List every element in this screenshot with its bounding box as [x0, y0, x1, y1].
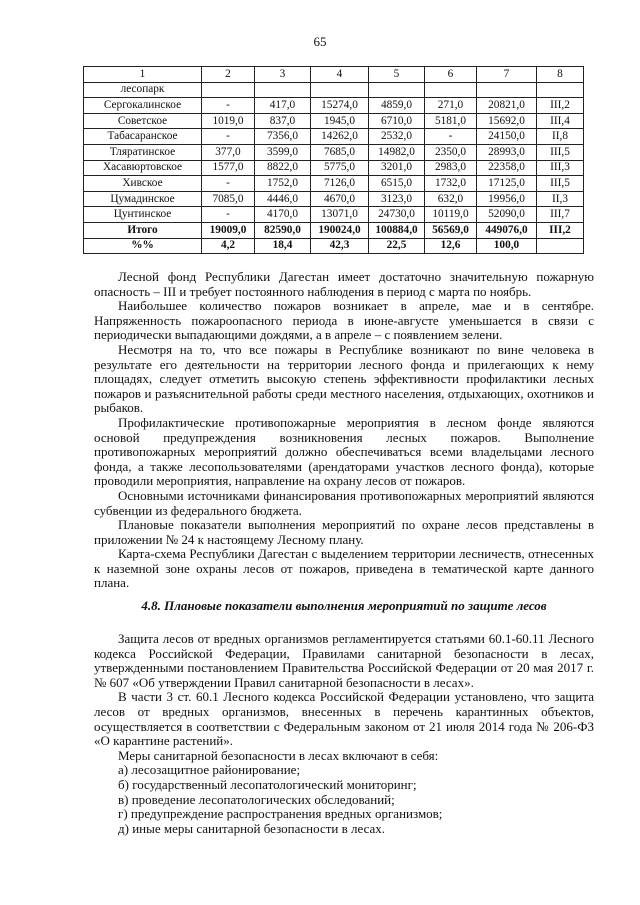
table-cell: 2532,0	[369, 129, 425, 145]
table-cell: 12,6	[425, 238, 477, 254]
list-item: в) проведение лесопатологических обследований;	[118, 791, 395, 807]
table-row	[84, 98, 584, 114]
table-cell: 837,0	[255, 113, 311, 129]
table-cell: 56569,0	[425, 222, 477, 238]
table-cell: 4670,0	[311, 191, 369, 207]
row-label-cell: Цумадинское	[84, 191, 202, 207]
list-item: а) лесозащитное районирование;	[118, 762, 301, 778]
row-label-cell: лесопарк	[84, 82, 202, 98]
table-cell: -	[425, 129, 477, 145]
table-cell	[537, 238, 584, 254]
table-cell: 449076,0	[477, 222, 537, 238]
fire-danger-table	[83, 66, 584, 254]
table-cell: 3599,0	[255, 144, 311, 160]
table-cell: 7685,0	[311, 144, 369, 160]
list-item: д) иные меры санитарной безопасности в лесах.	[118, 820, 386, 836]
table-cell: III,2	[537, 98, 584, 114]
paragraph: Основными источниками финансирования противопожарных мероприятий являются субвенции из федерального бюджета.	[94, 487, 594, 518]
table-cell: 417,0	[255, 98, 311, 114]
table-cell: III,3	[537, 160, 584, 176]
table-header-row	[84, 67, 584, 83]
table-cell: 2	[202, 67, 255, 83]
table-cell: 7085,0	[202, 191, 255, 207]
table-row	[84, 113, 584, 129]
table-cell: 17125,0	[477, 176, 537, 192]
table-cell: 42,3	[311, 238, 369, 254]
table-cell: 18,4	[255, 238, 311, 254]
table-cell	[369, 82, 425, 98]
table-cell: 19956,0	[477, 191, 537, 207]
table-cell: -	[202, 176, 255, 192]
row-label-cell: Советское	[84, 113, 202, 129]
table-cell: 6	[425, 67, 477, 83]
table-cell: 5775,0	[311, 160, 369, 176]
table-cell: 7126,0	[311, 176, 369, 192]
table-cell: 22358,0	[477, 160, 537, 176]
table-cell: 6710,0	[369, 113, 425, 129]
table-cell	[311, 82, 369, 98]
table-cell: II,8	[537, 129, 584, 145]
table-row	[84, 191, 584, 207]
table-cell: 1732,0	[425, 176, 477, 192]
table-cell: 377,0	[202, 144, 255, 160]
table-cell: 15274,0	[311, 98, 369, 114]
table-cell: 2350,0	[425, 144, 477, 160]
row-label-cell: Цунтинское	[84, 207, 202, 223]
table-cell: 4170,0	[255, 207, 311, 223]
table-cell: 7356,0	[255, 129, 311, 145]
table-cell: 7	[477, 67, 537, 83]
table-row	[84, 144, 584, 160]
section-title: 4.8. Плановые показатели выполнения мероприятий по защите лесов	[141, 598, 547, 613]
table-cell: III,2	[537, 222, 584, 238]
table-cell: 10119,0	[425, 207, 477, 223]
table-cell: III,5	[537, 144, 584, 160]
table-cell: 24150,0	[477, 129, 537, 145]
table-cell: 5	[369, 67, 425, 83]
table-row	[84, 160, 584, 176]
paragraph: Профилактические противопожарные мероприятия в лесном фонде являются основой предупреждения возникновения лесных пожаров. Выполнение противопожарных мероприятий должно обеспечиваться всеми владельцами лесного фонда, а также лесопользователями (арендаторами участков лесного фонда), которые проводили мероприятия, направление на охрану лесов от пожаров.	[94, 414, 594, 489]
table-cell: 1577,0	[202, 160, 255, 176]
table-total-row	[84, 222, 584, 238]
table-cell: 100,0	[477, 238, 537, 254]
page-number: 65	[313, 34, 327, 49]
paragraph: Наибольшее количество пожаров возникает в апреле, мае и в сентябре. Напряженность пожароопасного периода в июне-августе уменьшается в связи с периодически выпадающими дождями, а в апреле – с появлением зелени.	[94, 298, 594, 343]
table-cell: 24730,0	[369, 207, 425, 223]
table-cell: 6515,0	[369, 176, 425, 192]
table-cell: 8822,0	[255, 160, 311, 176]
row-label-cell: Тляратинское	[84, 144, 202, 160]
table-cell: 4	[311, 67, 369, 83]
row-label-cell: Итого	[84, 222, 202, 238]
table-row	[84, 82, 584, 98]
forest-protection-text	[94, 632, 594, 836]
table-cell: 52090,0	[477, 207, 537, 223]
table-cell	[425, 82, 477, 98]
fire-safety-text	[94, 270, 594, 591]
table-percent-row	[84, 238, 584, 254]
table-cell: 100884,0	[369, 222, 425, 238]
table-cell: III,5	[537, 176, 584, 192]
table-cell: 5181,0	[425, 113, 477, 129]
table-cell: 3	[255, 67, 311, 83]
table-cell: 1945,0	[311, 113, 369, 129]
table-cell: 3201,0	[369, 160, 425, 176]
table-cell: 22,5	[369, 238, 425, 254]
table-cell: 4446,0	[255, 191, 311, 207]
table-cell: 14982,0	[369, 144, 425, 160]
table-cell: 28993,0	[477, 144, 537, 160]
table-row	[84, 129, 584, 145]
table-cell: 13071,0	[311, 207, 369, 223]
paragraph: Лесной фонд Республики Дагестан имеет достаточно значительную пожарную опасность – III и требует постоянного наблюдения в период с марта по ноябрь.	[94, 269, 594, 299]
table-cell: 19009,0	[202, 222, 255, 238]
paragraph: Меры санитарной безопасности в лесах включают в себя:	[118, 747, 439, 763]
paragraph: Защита лесов от вредных организмов регламентируется статьями 60.1-60.11 Лесного кодекса Российской Федерации, Правилами санитарной безопасности в лесах, утвержденными постановлением Правительства Российской Федерации от 20 мая 2017 г. № 607 «Об утверждении Правил санитарной безопасности в лесах».	[94, 631, 594, 690]
table-cell: 3123,0	[369, 191, 425, 207]
table-cell: 15692,0	[477, 113, 537, 129]
table-cell: III,7	[537, 207, 584, 223]
table-row	[84, 176, 584, 192]
row-label-cell: %%	[84, 238, 202, 254]
list-item: г) предупреждение распространения вредных организмов;	[118, 806, 443, 822]
table-row	[84, 207, 584, 223]
row-label-cell: Табасаранское	[84, 129, 202, 145]
table-cell: 8	[537, 67, 584, 83]
table-cell	[537, 82, 584, 98]
row-label-cell: Сергокалинское	[84, 98, 202, 114]
table-cell: 271,0	[425, 98, 477, 114]
table-cell: -	[202, 207, 255, 223]
table-cell: 1019,0	[202, 113, 255, 129]
table-cell: 4,2	[202, 238, 255, 254]
table-cell: 20821,0	[477, 98, 537, 114]
list-item: б) государственный лесопатологический мониторинг;	[118, 776, 417, 792]
table-cell	[477, 82, 537, 98]
row-label-cell: Хивское	[84, 176, 202, 192]
table-cell: 632,0	[425, 191, 477, 207]
table-cell: -	[202, 129, 255, 145]
table-cell: 1752,0	[255, 176, 311, 192]
table-cell: 4859,0	[369, 98, 425, 114]
measures-list	[94, 763, 594, 836]
table-cell: 14262,0	[311, 129, 369, 145]
table-cell: II,3	[537, 191, 584, 207]
table-cell: 190024,0	[311, 222, 369, 238]
paragraph: Плановые показатели выполнения мероприятий по охране лесов представлены в приложении № 24 к настоящему Лесному плану.	[94, 517, 594, 547]
paragraph: Карта-схема Республики Дагестан с выделением территории лесничеств, отнесенных к наземной зоне охраны лесов от пожаров, приведена в тематической карте данного плана.	[94, 546, 594, 591]
table-cell: -	[202, 98, 255, 114]
table-cell: 2983,0	[425, 160, 477, 176]
row-label-cell: Хасавюртовское	[84, 160, 202, 176]
table-cell	[255, 82, 311, 98]
row-label-cell: 1	[84, 67, 202, 83]
table-cell: 82590,0	[255, 222, 311, 238]
paragraph: В части 3 ст. 60.1 Лесного кодекса Российской Федерации установлено, что защита лесов от вредных организмов, внесенных в перечень карантинных объектов, осуществляется в соответствии с Федеральным законом от 21 июля 2014 года № 206-ФЗ «О карантине растений».	[94, 689, 594, 749]
table-cell: III,4	[537, 113, 584, 129]
paragraph: Несмотря на то, что все пожары в Республике возникают по вине человека в результате его деятельности на территории лесного фонда и прилегающих к нему площадях, следует отметить высокую степень эффективности профилактики лесных пожаров и разъяснительной работы среди местного населения, отдыхающих, охотников и рыбаков.	[94, 341, 594, 416]
table-cell	[202, 82, 255, 98]
